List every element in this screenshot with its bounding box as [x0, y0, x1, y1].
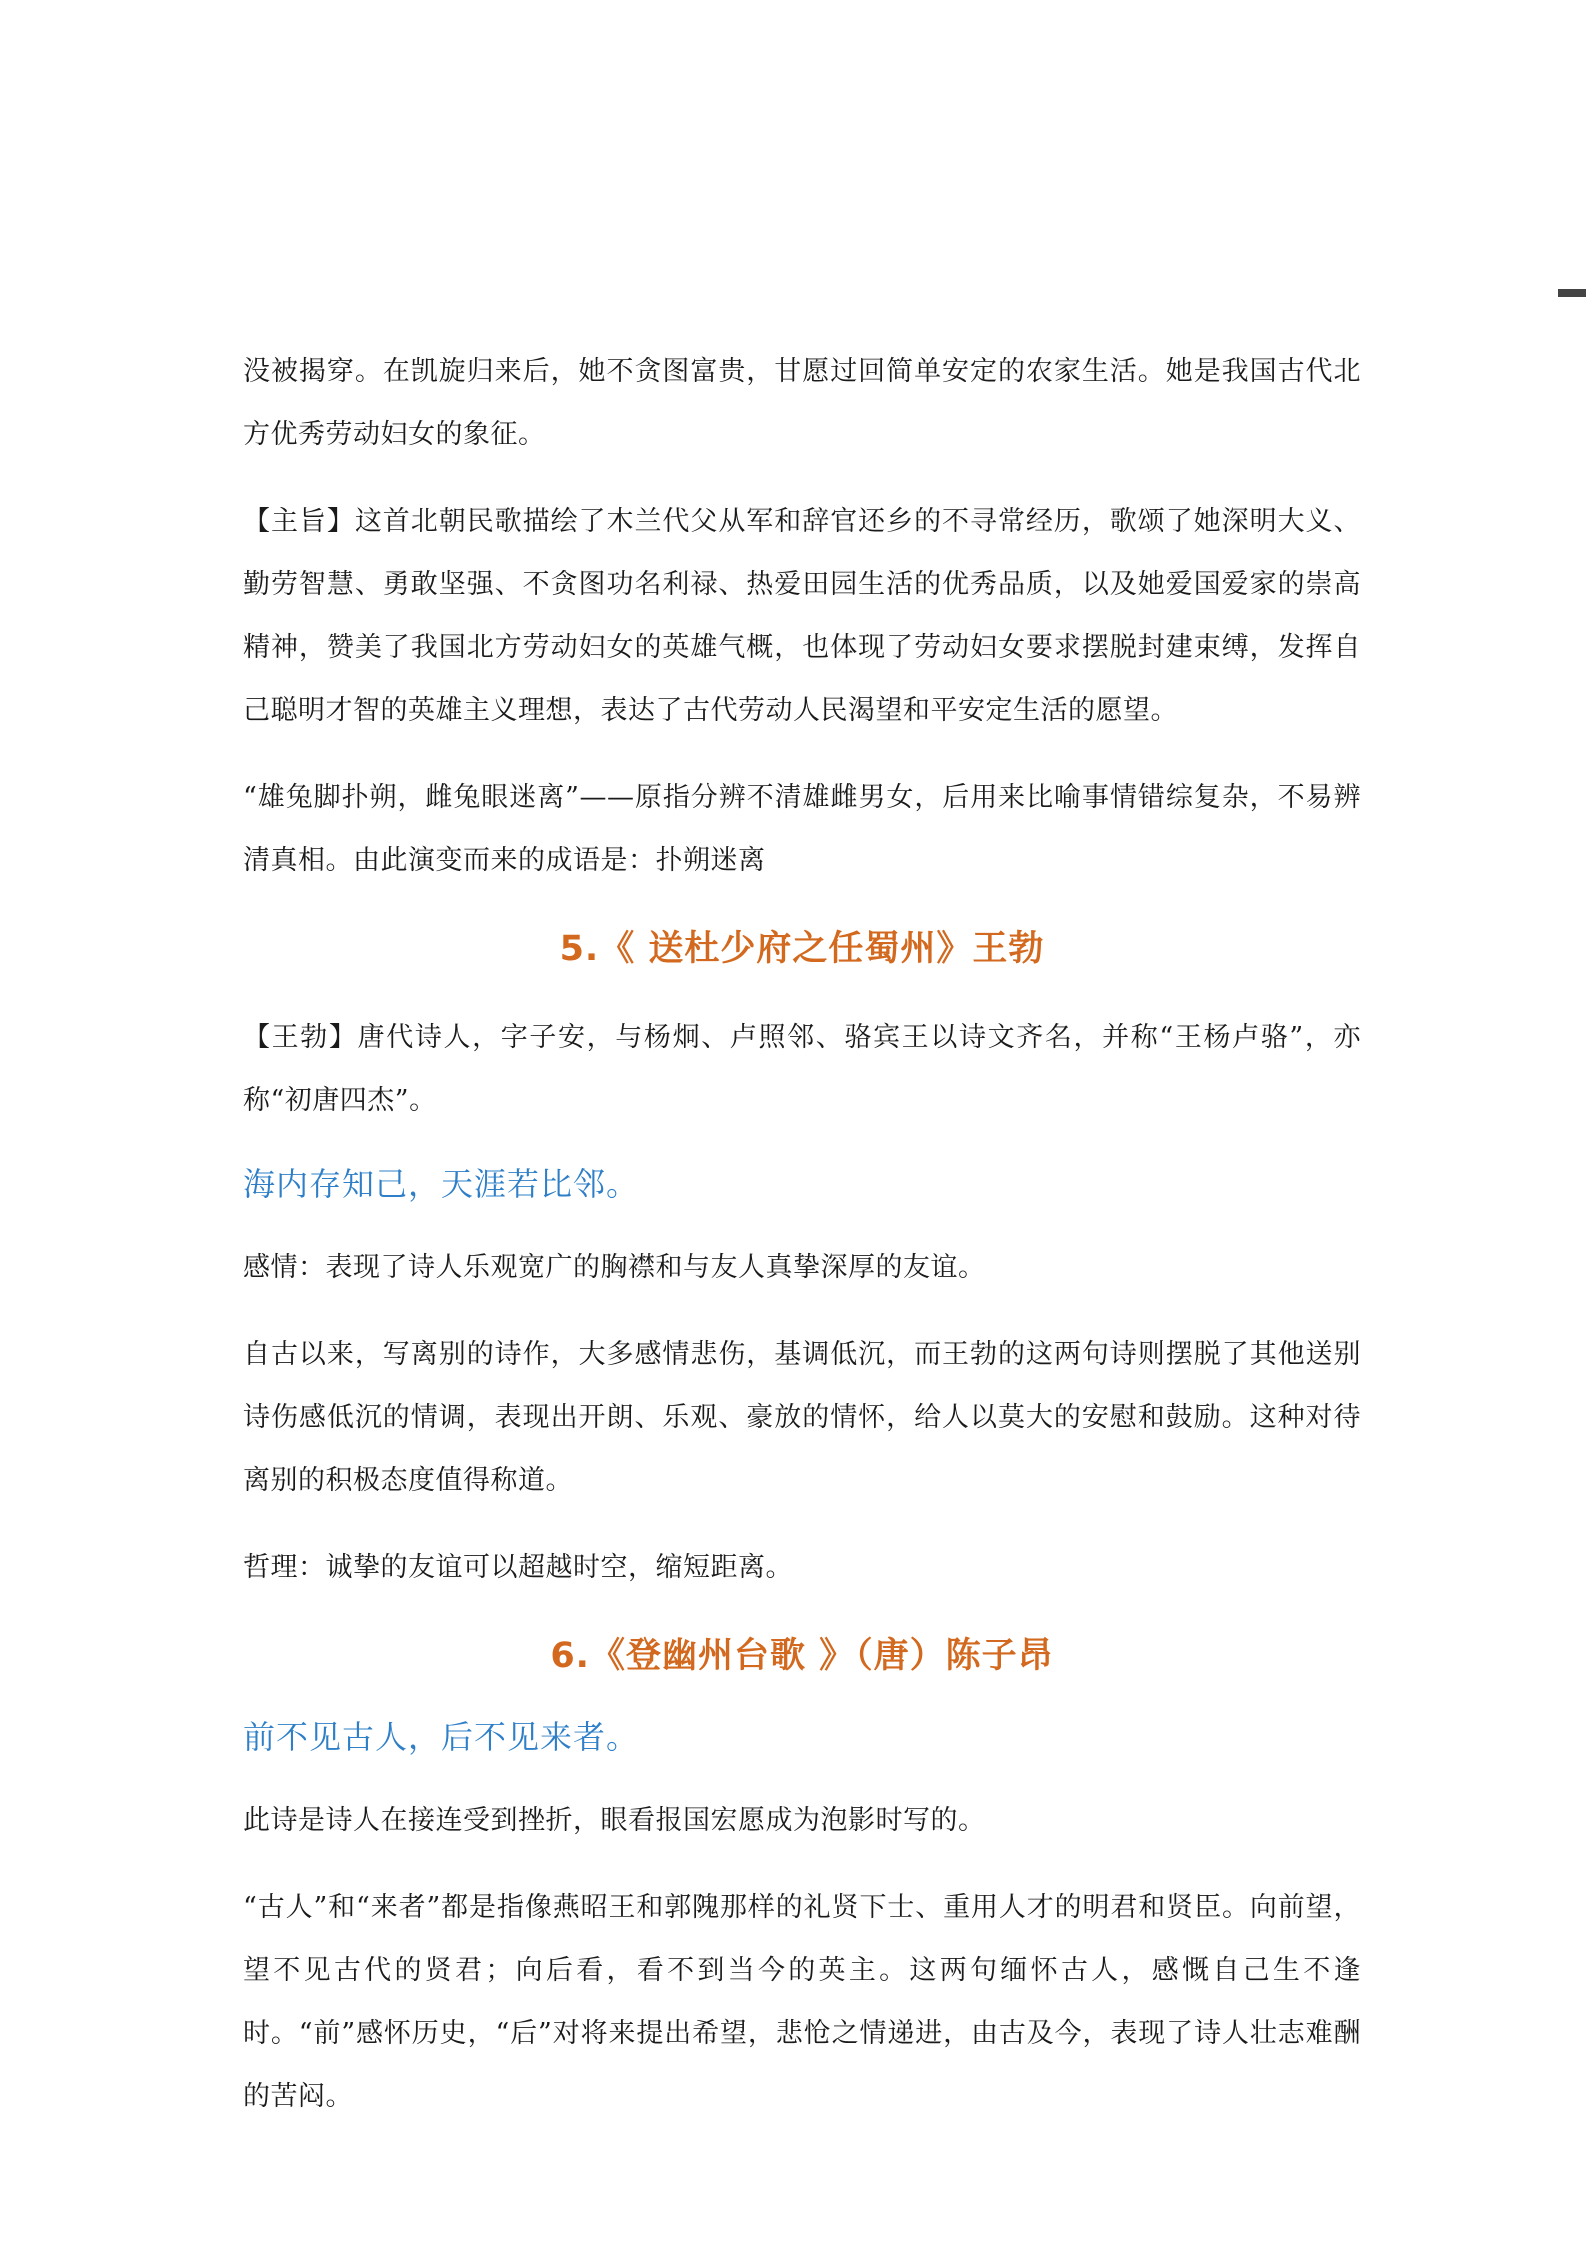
emotion-note-5: 感情：表现了诗人乐观宽广的胸襟和与友人真挚深厚的友谊。 [243, 1252, 986, 1283]
analysis-5: 自古以来，写离别的诗作，大多感情悲伤，基调低沉，而王勃的这两句诗则摆脱了其他送别诗伤感低沉的情调，表现出开朗、乐观、豪放的情怀，给人以莫大的安慰和鼓励。这种对待离别的积极态度值得称道。 [243, 1339, 1361, 1496]
paragraph-mulan-theme: 【主旨】这首北朝民歌描绘了木兰代父从军和辞官还乡的不寻常经历，歌颂了她深明大义、勤劳智慧、勇敢坚强、不贪图功名利禄、热爱田园生活的优秀品质，以及她爱国爱家的崇高精神，赞美了我国北方劳动妇女的英雄气概，也体现了劳动妇女要求摆脱封建束缚，发挥自己聪明才智的英雄主义理想，表达了古代劳动人民渴望和平安定生活的愿望。 [243, 506, 1361, 726]
section-heading-5: 5.《 送杜少府之任蜀州》王勃 [559, 929, 1045, 969]
background-note-6: 此诗是诗人在接连受到挫折，眼看报国宏愿成为泡影时写的。 [243, 1805, 986, 1836]
scroll-position-marker [1558, 289, 1586, 297]
document-body [243, 340, 1361, 2128]
author-note-wangbo: 【王勃】唐代诗人，字子安，与杨炯、卢照邻、骆宾王以诗文齐名，并称“王杨卢骆”，亦称“初唐四杰”。 [243, 1022, 1361, 1116]
paragraph-mulan-ending: 没被揭穿。在凯旋归来后，她不贪图富贵，甘愿过回简单安定的农家生活。她是我国古代北方优秀劳动妇女的象征。 [243, 356, 1361, 450]
section-heading-6: 6.《登幽州台歌 》（唐）陈子昂 [550, 1636, 1054, 1676]
verse-quote-5: 海内存知己，天涯若比邻。 [243, 1165, 640, 1203]
philosophy-note-5: 哲理：诚挚的友谊可以超越时空，缩短距离。 [243, 1552, 793, 1583]
verse-quote-6: 前不见古人，后不见来者。 [243, 1718, 640, 1756]
analysis-6: “古人”和“来者”都是指像燕昭王和郭隗那样的礼贤下士、重用人才的明君和贤臣。向前望，望不见古代的贤君；向后看，看不到当今的英主。这两句缅怀古人，感慨自己生不逢时。“前”感怀历史，“后”对将来提出希望，悲怆之情递进，由古及今，表现了诗人壮志难酬的苦闷。 [243, 1892, 1361, 2112]
paragraph-idiom-note: “雄兔脚扑朔，雌兔眼迷离”——原指分辨不清雄雌男女，后用来比喻事情错综复杂，不易辨清真相。由此演变而来的成语是：扑朔迷离 [243, 782, 1361, 876]
